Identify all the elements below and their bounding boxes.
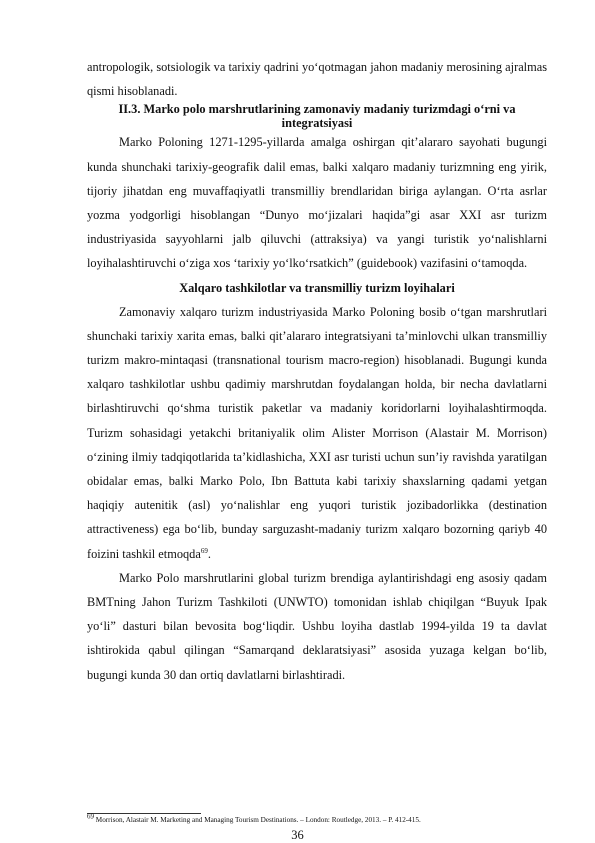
section-heading: II.3. Marko polo marshrutlarining zamonaviy madaniy turizmdagi o‘rni va integratsiyasi — [118, 102, 516, 130]
subsection-heading: Xalqaro tashkilotlar va transmilliy turizm loyihalari — [179, 280, 455, 295]
paragraph-continuation: antropologik, sotsiologik va tarixiy qadrini yo‘qotmagan jahon madaniy merosining ajralmas qismi hisoblanadi. — [87, 60, 547, 99]
footnote-divider — [87, 813, 201, 814]
page-number: 36 — [291, 828, 304, 842]
paragraph-international-end: . — [207, 546, 211, 561]
paragraph-unwto: Marko Polo marshrutlarini global turizm brendiga aylantirishdagi eng asosiy qadam BMTning Jahon Turizm Tashkiloti (UNWTO) tomonidan ishlab chiqilgan “Buyuk Ipak yo‘li” dasturi bilan bevosita bog‘liqdir. Ushbu loyiha dastlab 1994-yilda 19 ta davlat ishtirokida qabul qilingan “Samarqand deklaratsiyasi” asosida yuzaga kelgan bo‘lib, bugungi kunda 30 dan ortiq davlatlarni birlashtiradi. — [87, 570, 547, 682]
paragraph-international-text: Zamonaviy xalqaro turizm industriyasida Marko Poloning bosib o‘tgan marshrutlari shunchaki tarixiy xarita emas, balki qit’alararo integratsiyani ta’minlovchi ulkan transmilliy turizm makro-mintaqasi (transnational tourism macro-region) hisoblanadi. Bugungi kunda xalqaro tashkilotlar ushbu qadimiy marshrutdan foydalangan holda, bir necha davlatlarni birlashtiruvchi qo‘shma turistik paketlar va madaniy koridorlarni loyihalashtirmoqda. Turizm sohasidagi yetakchi britaniyalik olim Alister Morrison (Alastair M. Morrison) o‘zining ilmiy tadqiqotlarida ta’kidlashicha, XXI asr turisti uchun sun’iy ravishda yaratilgan obidalar emas, balki Marko Polo, Ibn Battuta kabi tarixiy shaxslarning qadami yetgan haqiqiy autenitik (asl) yo‘nalishlar eng yuqori turistik jozibadorlikka (destination attractiveness) ega bo‘lib, bunday sarguzasht-madaniy turizm xalqaro bozorning qariyb 40 foizini tashkil etmoqda — [87, 304, 547, 561]
paragraph-intro: Marko Poloning 1271-1295-yillarda amalga oshirgan qit’alararo sayohati bugungi kunda shunchaki tarixiy-geografik dalil emas, balki xalqaro madaniy turizmning eng yirik, tijoriy jihatdan eng muvaffaqiyatli transmilliy brendlaridan biriga aylangan. O‘rta asrlar yozma yodgorligi hisoblangan “Dunyo mo‘jizalari haqida”gi asar XXI asr turizm industriyasida sayyohlarni jalb qiluvchi (attraksiya) va yangi turistik yo‘nalishlarni loyihalashtiruvchi o‘ziga xos ‘tarixiy yo‘lko‘rsatkich” (guidebook) vazifasini o‘tamoqda. — [87, 135, 547, 271]
footnote — [87, 812, 557, 825]
paragraph-international — [87, 300, 547, 566]
footnote-reference[interactable]: 69 — [200, 546, 208, 555]
footnote-text: Morrison, Alastair M. Marketing and Managing Tourism Destinations. – London: Routledge, 2013. – P. 412-415. — [94, 816, 421, 824]
footnote-mark: 69 — [87, 812, 94, 821]
page-body — [87, 55, 547, 687]
